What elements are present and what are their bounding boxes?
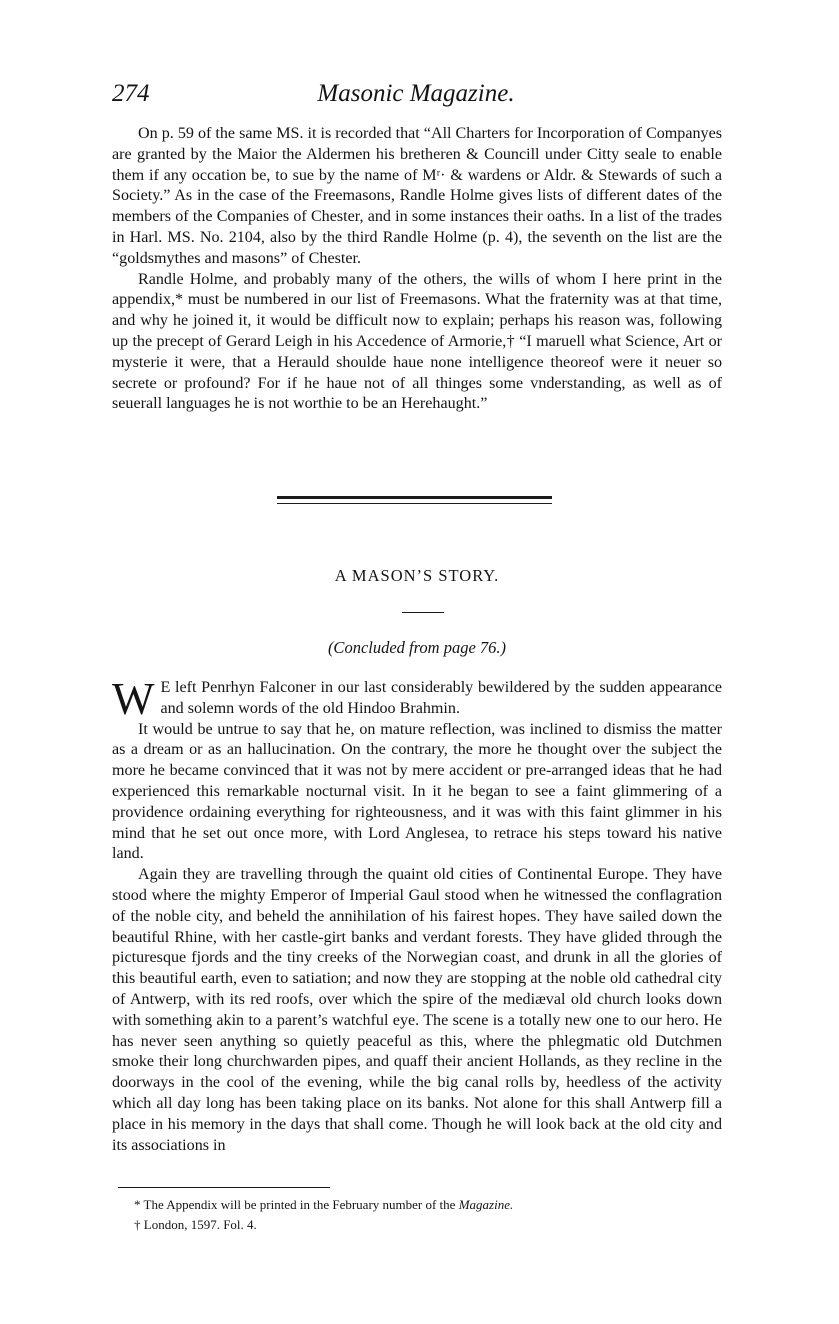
footnote-appendix: * The Appendix will be printed in the February number of the Magazine. [134,1197,514,1212]
footnote-rule [118,1187,330,1188]
paragraph: Randle Holme, and probably many of the others, the wills of whom I here print in the appendix,* must be numbered in our list of Freemasons. What the fraternity was at that time, and why he joined it, it would be difficult now to explain; perhaps his reason was, following up the precept of Gerard Leigh in his Accedence of Armorie,† “I maruell what Science, Art or mysterie it were, that a Herauld shoulde haue none intelligence theoreof were it neuer so secrete or profound? For if he haue not of all thinges some vnderstanding, as well as of seuerall languages he is not worthie to be an Herehaught.” [112,270,722,413]
section-divider-thick [277,496,552,499]
article-continuation [112,124,722,415]
paragraph: It would be untrue to say that he, on mature reflection, was inclined to dismiss the matter as a dream or as an hallucination. On the contrary, the more he thought over the subject the more he became convinced that it was not by mere accident or pre-arranged ideas that he had experienced this remarkable nocturnal visit. In it he began to see a faint glimmering of a providence ordaining everything for righteousness, and it was with this faint glimmer in his mind that he set out once more, with Lord Anglesea, to retrace his steps toward his native land. [112,720,722,863]
story-title: A MASON’S STORY. [334,566,500,585]
page-number: 274 [112,80,150,107]
page-header [112,80,720,114]
drop-cap: W [112,674,155,724]
paragraph: Again they are travelling through the quaint old cities of Continental Europe. They have stood where the mighty Emperor of Imperial Gaul stood when he witnessed the conflagration of the noble city, and beheld the annihilation of his fairest hopes. They have sailed down the beautiful Rhine, with her castle-girt banks and verdant forests. They have glided through the picturesque fjords and the tiny creeks of the Norwegian coast, and drunk in all the glories of this beautiful earth, even to satiation; and now they are stopping at the noble old cathedral city of Antwerp, with its red roofs, over which the spire of the mediæval old church looks down with something akin to a parent’s watchful eye. The scene is a totally new one to our hero. He has never seen anything so quietly peaceful as this, where the phlegmatic old Dutchmen smoke their long churchwarden pipes, and quaff their ancient Hollands, as they recline in the doorways in the cool of the evening, while the big canal rolls by, heedless of the activity which all day long has been taking place on its banks. Not alone for this shall Antwerp fill a place in his memory in the days that shall come. Though he will look back at the old city and its associations in [112,866,722,1154]
title-rule [402,612,444,613]
footnote-london: † London, 1597. Fol. 4. [134,1217,257,1232]
paragraph: On p. 59 of the same MS. it is recorded that “All Charters for Incorporation of Companyes are granted by the Maior the Aldermen his bretheren & Councill under Citty seale to enable them if any occation be, to sue by the name of Mʳ· & wardens or Aldr. & Stewards of such a Society.” As in the case of the Freemasons, Randle Holme gives lists of different dates of the members of the Companies of Chester, and in some instances their oaths. In a list of the trades in Harl. MS. No. 2104, also by the third Randle Holme (p. 4), the seventh on the list are the “goldsmythes and masons” of Chester. [112,125,722,267]
concluded-note [112,638,722,658]
running-title: Masonic Magazine. [317,80,515,107]
section-divider-thin [277,503,552,504]
story-body [112,674,722,1156]
concluded-text: (Concluded from page 76.) [327,638,507,657]
opening-text: E left Penrhyn Falconer in our last considerably bewildered by the sudden appearance and solemn words of the old Hindoo Brahmin. [160,679,722,717]
footnotes [134,1195,513,1235]
opening-paragraph [112,674,722,724]
